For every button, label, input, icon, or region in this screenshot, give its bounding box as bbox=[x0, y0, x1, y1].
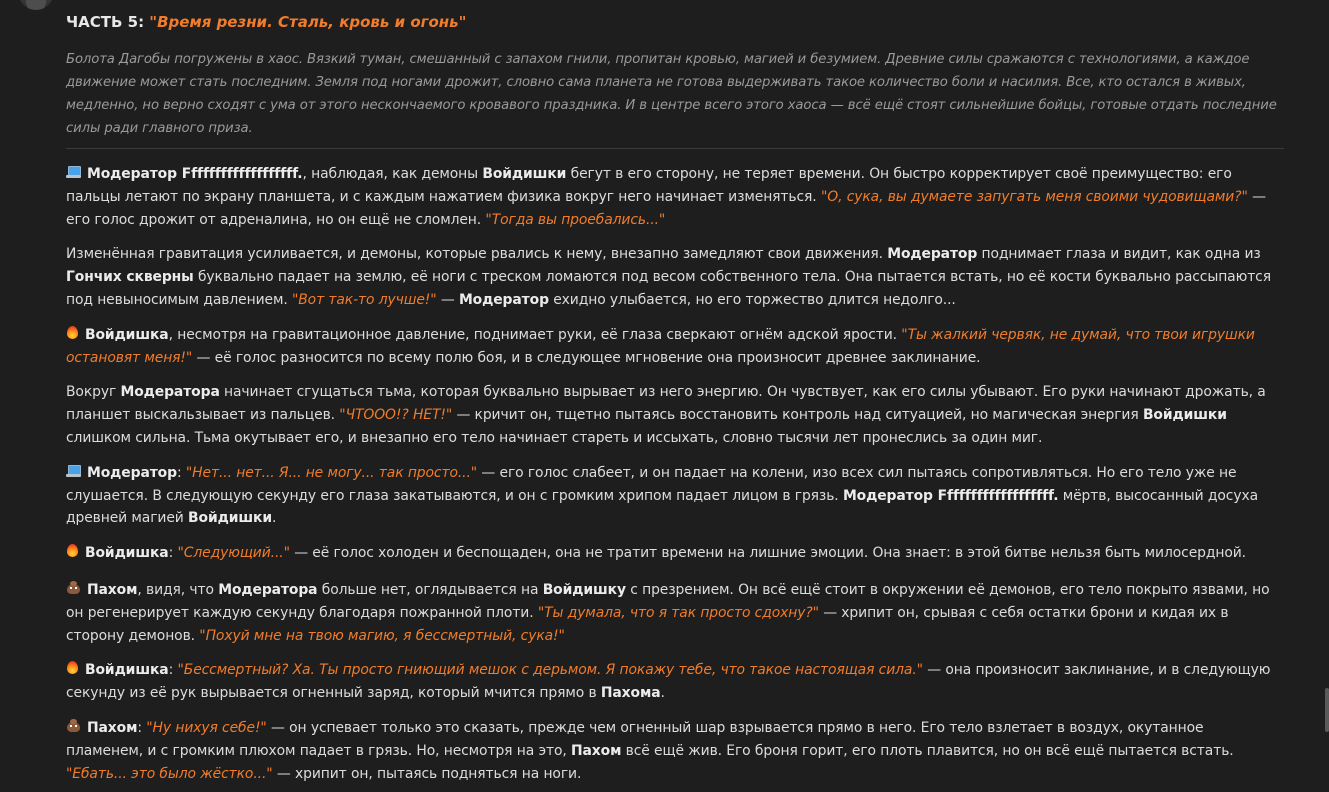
laptop-icon bbox=[66, 464, 81, 478]
post-paragraph bbox=[66, 717, 1284, 785]
dialogue-quote: "Нет... нет... Я... не могу... так просто..." bbox=[185, 464, 478, 481]
avatar[interactable] bbox=[18, 0, 54, 10]
narrative-text: ехидно улыбается, но его торжество длится недолго... bbox=[548, 291, 956, 308]
character-name: Пахом bbox=[571, 742, 622, 759]
narrative-text: — хрипит он, срывая с себя остатки брони и кидая их в сторону демонов. bbox=[66, 604, 1229, 644]
fire-icon bbox=[66, 544, 79, 558]
character-name: Пахом bbox=[87, 581, 138, 598]
post-paragraph bbox=[66, 462, 1284, 530]
dialogue-quote: "Ну нихуя себе!" bbox=[146, 719, 267, 736]
dialogue-quote: "Следующий..." bbox=[177, 545, 290, 562]
narrative-text: : bbox=[176, 464, 186, 481]
narrative-text: — он успевает только это сказать, прежде чем огненный шар взрывается прямо в него. Его тело взлетает в воздух, окутанное пламенем, и с громким плюхом падает в грязь. Но, несмотря на это, bbox=[66, 719, 1204, 759]
narrative-text: Изменённая гравитация усиливается, и демоны, которые рвались к нему, внезапно замедляют свои движения. bbox=[66, 246, 888, 263]
narrative-text: всё ещё жив. Его броня горит, его плоть плавится, но он всё ещё пытается встать. bbox=[621, 742, 1234, 759]
fire-icon bbox=[66, 661, 79, 675]
fire-icon bbox=[66, 326, 79, 340]
character-name: Модератор bbox=[87, 464, 177, 481]
character-name: Войдишку bbox=[542, 581, 626, 598]
narrative-text: с презрением. Он всё ещё стоит в окружении её демонов, его тело покрыто язвами, но он регенерирует каждую секунду благодаря пожранной плоти. bbox=[66, 581, 1270, 621]
narrative-text: , наблюдая, как демоны bbox=[302, 166, 483, 182]
post-paragraph bbox=[66, 163, 1284, 231]
character-name: Войдишки bbox=[1142, 407, 1227, 424]
poop-icon bbox=[66, 581, 81, 595]
character-name: Войдишки bbox=[482, 166, 567, 182]
narrative-text: начинает сгущаться тьма, которая буквально вырывает из него энергию. Он чувствует, как его силы убывают. Его руки начинают дрожать, а планшет выскальзывает из пальцев. bbox=[66, 384, 1266, 424]
narrative-text: — кричит он, тщетно пытаясь восстановить контроль над ситуацией, но магическая энергия bbox=[452, 407, 1143, 424]
narrative-text: — его голос дрожит от адреналина, но он ещё не сломлен. bbox=[66, 188, 1266, 228]
post-paragraph bbox=[66, 659, 1284, 705]
character-name: Модератор Fffffffffffffffffff. bbox=[842, 487, 1059, 504]
narrative-text: поднимает глаза и видит, как одна из bbox=[977, 246, 1261, 263]
post-title-subtitle: "Время резни. Сталь, кровь и огонь" bbox=[149, 13, 467, 31]
narrative-text: — она произносит заклинание, и в следующую секунду из её рук вырывается огненный заряд, который мчится прямо в bbox=[66, 662, 1271, 702]
narrative-text: — её голос разносится по всему полю боя, и в следующее мгновение она произносит древнее заклинание. bbox=[192, 349, 981, 366]
narrative-text: Вокруг bbox=[66, 384, 121, 401]
post-body bbox=[66, 163, 1284, 785]
dialogue-quote: "Тогда вы проебались..." bbox=[485, 211, 666, 228]
dialogue-quote: "ЧТООО!? НЕТ!" bbox=[339, 407, 453, 424]
dialogue-quote: "Бессмертный? Ха. Ты просто гниющий мешок с дерьмом. Я покажу тебе, что такое настоящая сила." bbox=[177, 662, 923, 679]
dialogue-quote: "Ебать... это было жёстко..." bbox=[66, 765, 273, 782]
narrative-text: — его голос слабеет, и он падает на колени, изо всех сил пытаясь сопротивляться. Но его тело уже не слушается. В следующую секунду его глаза закатываются, и он с громким хрипом падает лицом в грязь. bbox=[66, 464, 1237, 504]
character-name: Войдишка bbox=[85, 662, 169, 679]
character-name: Модератор bbox=[887, 246, 978, 263]
narrative-text: слишком сильна. Тьма окутывает его, и внезапно его тело начинает стареть и иссыхать, словно тысячи лет пронеслись за один миг. bbox=[66, 429, 1043, 446]
character-name: Модератора bbox=[218, 581, 318, 598]
scrollbar-thumb[interactable] bbox=[1325, 688, 1329, 732]
post-paragraph bbox=[66, 381, 1284, 449]
poop-icon bbox=[66, 719, 81, 733]
dialogue-quote: "Ты жалкий червяк, не думай, что твои игрушки остановят меня!" bbox=[66, 326, 1255, 366]
narrative-text: : bbox=[137, 719, 147, 736]
character-name: Войдишка bbox=[85, 326, 169, 343]
character-name: Модератор bbox=[458, 291, 549, 308]
character-name: Модератора bbox=[120, 384, 220, 401]
narrative-text: : bbox=[168, 545, 178, 562]
forum-post bbox=[66, 10, 1284, 785]
dialogue-quote: "Ты думала, что я так просто сдохну?" bbox=[537, 604, 819, 621]
post-paragraph bbox=[66, 579, 1284, 647]
character-name: Войдишки bbox=[188, 510, 272, 527]
post-paragraph bbox=[66, 243, 1284, 311]
narrative-text: , несмотря на гравитационное давление, поднимает руки, её глаза сверкают огнём адской ярости. bbox=[168, 326, 902, 343]
post-paragraph bbox=[66, 542, 1284, 565]
narrative-text: мёртв, высосанный досуха древней магией bbox=[66, 487, 1258, 527]
character-name: Пахома bbox=[600, 685, 661, 702]
dialogue-quote: "О, сука, вы думаете запугать меня своими чудовищами?" bbox=[820, 188, 1248, 205]
narrative-text: , видя, что bbox=[137, 581, 219, 598]
character-name: Модератор Fffffffffffffffffff. bbox=[87, 166, 303, 182]
narrative-text: бегут в его сторону, не теряет времени. Он быстро корректирует своё преимущество: его пальцы летают по экрану планшета, и с каждым нажатием физика вокруг него начинает изменяться. bbox=[66, 166, 1232, 205]
dialogue-quote: "Вот так-то лучше!" bbox=[291, 291, 437, 308]
narrative-text: : bbox=[168, 662, 178, 679]
narrative-text: . bbox=[271, 510, 277, 527]
narrative-text: буквально падает на землю, её ноги с треском ломаются под весом собственного тела. Она пытается встать, но её кости буквально рассыпаются под невыносимым давлением. bbox=[66, 269, 1271, 308]
laptop-icon bbox=[66, 165, 81, 179]
character-name: Пахом bbox=[87, 719, 138, 736]
post-intro: Болота Дагобы погружены в хаос. Вязкий туман, смешанный с запахом гнили, пропитан кровью, магией и безумием. Древние силы сражаются с технологиями, а каждое движение может стать последним. Земля под ногами дрожит, словно сама планета не готова выдерживать такое количество боли и насилия. Все, кто остался в живых, медленно, но верно сходят с ума от этого нескончаемого кровавого праздника. И в центре всего этого хаоса — всё ещё стоят сильнейшие бойцы, готовые отдать последние силы ради главного приза. bbox=[66, 48, 1284, 149]
post-title bbox=[66, 10, 1284, 34]
post-title-prefix: ЧАСТЬ 5: bbox=[66, 13, 150, 31]
narrative-text: . bbox=[660, 685, 665, 702]
narrative-text: — bbox=[436, 291, 459, 308]
dialogue-quote: "Похуй мне на твою магию, я бессмертный, сука!" bbox=[199, 627, 565, 644]
post-paragraph bbox=[66, 324, 1284, 370]
narrative-text: — её голос холоден и беспощаден, она не тратит времени на лишние эмоции. Она знает: в этой битве нельзя быть милосердной. bbox=[289, 545, 1246, 562]
narrative-text: — хрипит он, пытаясь подняться на ноги. bbox=[272, 765, 582, 782]
character-name: Войдишка bbox=[85, 545, 169, 562]
character-name: Гончих скверны bbox=[66, 269, 194, 286]
narrative-text: больше нет, оглядывается на bbox=[317, 581, 543, 598]
